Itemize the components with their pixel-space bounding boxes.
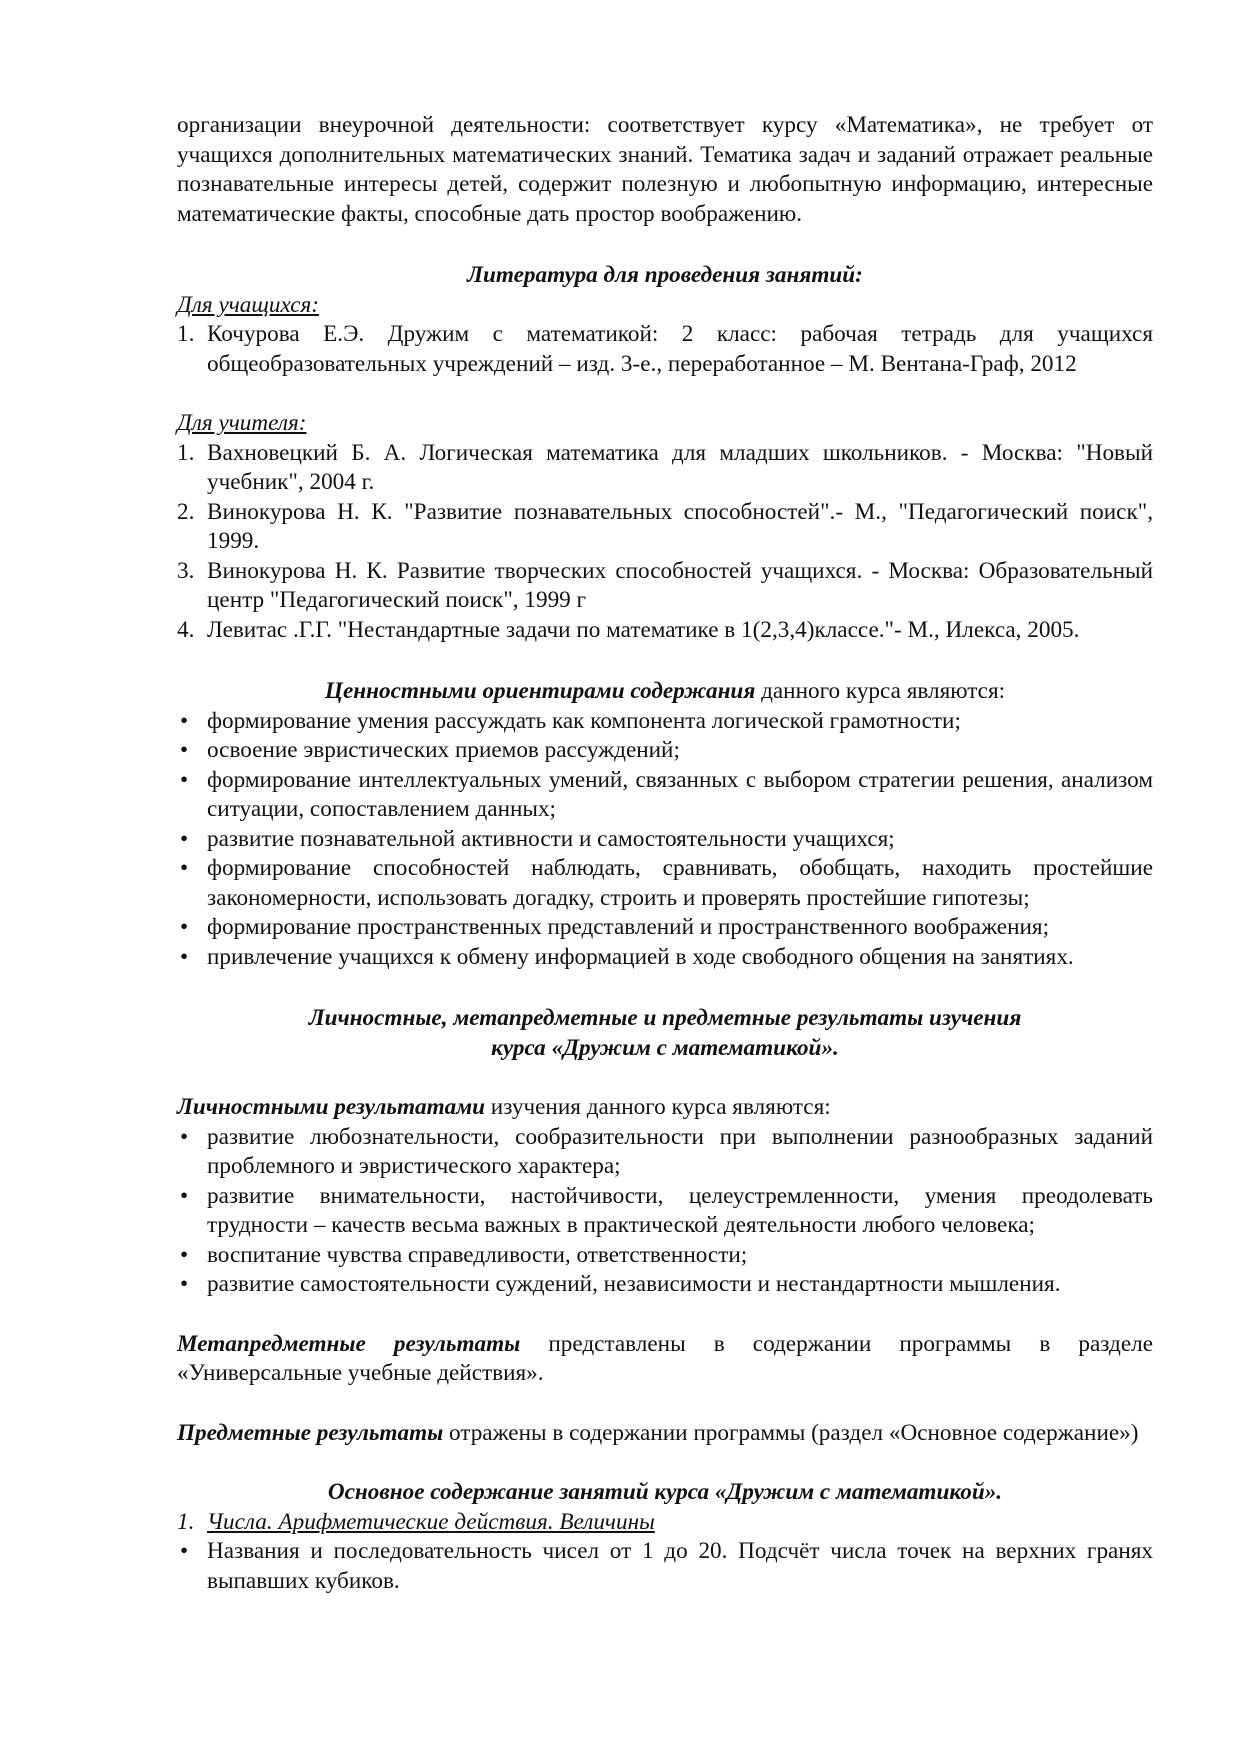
list-item (177, 557, 1153, 616)
intro-paragraph: организации внеурочной деятельности: соответствует курсу «Математика», не требует от учащихся дополнительных математических знаний. Тематика задач и заданий отражает реальные познавательные интересы детей, содержит полезную и любопытную информацию, интересные математические факты, способные дать простор воображению. (177, 112, 1153, 227)
content-heading: Основное содержание занятий курса «Дружим с математикой». (327, 1479, 1003, 1505)
personal-results-lead (177, 1093, 1153, 1123)
bullet-icon: • (180, 1241, 189, 1268)
list-item-text: развитие любознательности, сообразительности при выполнении разнообразных заданий проблемного и эвристического характера; (207, 1123, 1153, 1179)
list-item (177, 616, 1153, 646)
list-item-text: формирование интеллектуальных умений, связанных с выбором стратегии решения, анализом ситуации, сопоставлением данных; (207, 766, 1153, 822)
personal-results-list (177, 1123, 1153, 1300)
list-item (177, 707, 1153, 737)
list-number: 1. (177, 321, 195, 347)
subject-results-rest: отражены в содержании программы (раздел «Основное содержание») (443, 1419, 1139, 1446)
list-item-text: воспитание чувства справедливости, ответственности; (207, 1241, 748, 1268)
list-item-text: Винокурова Н. К. "Развитие познавательных способностей".- М., "Педагогический поиск", 1999. (207, 498, 1153, 554)
list-number: 1. (177, 439, 195, 466)
list-item (177, 1537, 1153, 1596)
teacher-label (177, 409, 1153, 439)
list-item (177, 439, 1153, 498)
list-item-text: Вахновецкий Б. А. Логическая математика для младших школьников. - Москва: "Новый учебник", 2004 г. (207, 439, 1153, 495)
list-item (177, 1241, 1153, 1271)
bullet-icon: • (180, 943, 189, 970)
bullet-icon: • (180, 1182, 189, 1209)
section-title-text: Числа. Арифметические действия. Величины (207, 1508, 655, 1535)
bullet-icon: • (180, 914, 189, 940)
list-item-text: привлечение учащихся к обмену информацией в ходе свободного общения на занятиях. (207, 943, 1074, 970)
meta-results-paragraph (177, 1330, 1153, 1389)
list-item-text: освоение эвристических приемов рассуждений; (207, 737, 680, 763)
list-item-text: Кочурова Е.Э. Дружим с математикой: 2 класс: рабочая тетрадь для учащихся общеобразовательных учреждений – изд. 3-е., переработанное – М. Вентана-Граф, 2012 (207, 321, 1153, 377)
bullet-icon: • (180, 1271, 189, 1297)
values-heading (177, 677, 1153, 707)
list-item (177, 943, 1153, 973)
list-item-text: формирование пространственных представлений и пространственного воображения; (207, 914, 1050, 940)
bullet-icon: • (180, 825, 189, 852)
list-item (177, 854, 1153, 913)
teacher-list (177, 439, 1153, 646)
list-item (177, 825, 1153, 855)
list-item (177, 1123, 1153, 1182)
list-item (177, 320, 1153, 379)
list-item (177, 736, 1153, 766)
content-sections (177, 1508, 1153, 1538)
section-title (177, 1508, 1153, 1538)
bullet-icon: • (180, 737, 189, 763)
content-items (177, 1537, 1153, 1596)
bullet-icon: • (180, 855, 189, 881)
teacher-label-text: Для учителя: (177, 410, 307, 436)
list-item (177, 766, 1153, 825)
values-heading-rest: данного курса являются: (755, 678, 1006, 704)
students-label (177, 291, 1153, 321)
bullet-icon: • (180, 1123, 189, 1150)
personal-results-rest: изучения данного курса являются: (484, 1094, 831, 1120)
values-list (177, 707, 1153, 973)
list-item-text: развитие познавательной активности и самостоятельности учащихся; (207, 825, 895, 852)
list-item-text: развитие внимательности, настойчивости, целеустремленности, умения преодолевать трудности – качеств весьма важных в практической деятельности любого человека; (207, 1182, 1153, 1238)
list-item (177, 913, 1153, 943)
students-label-text: Для учащихся: (177, 291, 319, 318)
list-item-text: развитие самостоятельности суждений, независимости и нестандартности мышления. (207, 1271, 1061, 1297)
literature-heading: Литература для проведения занятий: (467, 262, 863, 288)
list-item-text: Винокурова Н. К. Развитие творческих способностей учащихся. - Москва: Образовательный центр "Педагогический поиск", 1999 г (207, 557, 1153, 613)
meta-results-rest: представлены в содержании программы в разделе «Универсальные учебные действия». (177, 1330, 1153, 1386)
meta-results-bold: Метапредметные результаты (177, 1330, 521, 1357)
list-item (177, 498, 1153, 557)
bullet-icon: • (180, 707, 189, 734)
subject-results-paragraph (177, 1419, 1153, 1449)
list-item-text: формирование способностей наблюдать, сравнивать, обобщать, находить простейшие закономерности, использовать догадку, строить и проверять простейшие гипотезы; (207, 855, 1153, 911)
section-number: 1. (177, 1508, 195, 1535)
list-number: 3. (177, 557, 195, 584)
list-number: 4. (177, 616, 195, 643)
subject-results-bold: Предметные результаты (177, 1419, 444, 1446)
list-item-text: Названия и последовательность чисел от 1 до 20. Подсчёт числа точек на верхних гранях выпавших кубиков. (207, 1538, 1153, 1594)
bullet-icon: • (180, 766, 189, 793)
list-number: 2. (177, 498, 195, 525)
personal-results-bold: Личностными результатами (177, 1094, 485, 1120)
students-list (177, 320, 1153, 379)
results-heading-line2: курса «Дружим с математикой». (491, 1034, 839, 1061)
results-heading-line1: Личностные, метапредметные и предметные результаты изучения (308, 1005, 1022, 1031)
list-item-text: формирование умения рассуждать как компонента логической грамотности; (207, 707, 961, 734)
list-item-text: Левитас .Г.Г. "Нестандартные задачи по математике в 1(2,3,4)классе."- М., Илекса, 2005. (207, 616, 1080, 643)
list-item (177, 1182, 1153, 1241)
values-heading-bold: Ценностными ориентирами содержания (324, 678, 756, 704)
list-item (177, 1270, 1153, 1300)
bullet-icon: • (180, 1538, 189, 1564)
